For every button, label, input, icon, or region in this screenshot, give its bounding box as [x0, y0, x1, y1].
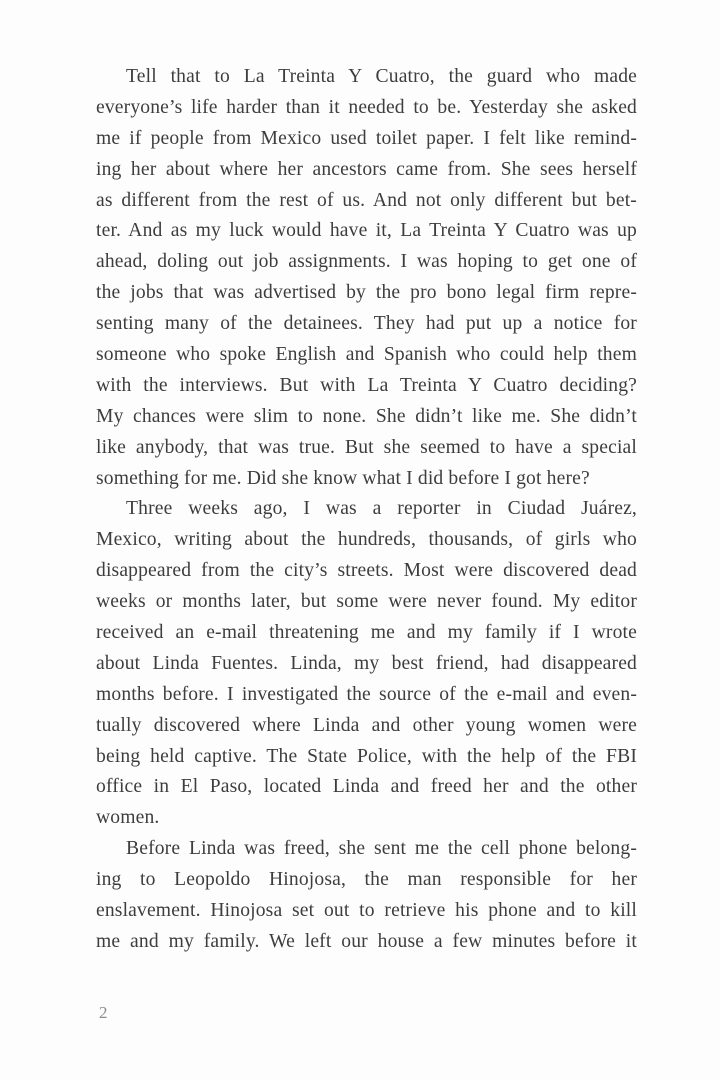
text-line: with the interviews. But with La Treinta Y Cuatro deciding? — [96, 374, 637, 396]
text-line: Mexico, writing about the hundreds, thousands, of girls who — [96, 529, 637, 551]
text-line: like anybody, that was true. But she seemed to have a special — [96, 436, 637, 458]
text-line: about Linda Fuentes. Linda, my best friend, had disappeared — [96, 652, 637, 674]
text-line: received an e-mail threatening me and my family if I wrote — [96, 622, 637, 644]
text-line: me if people from Mexico used toilet paper. I felt like remind- — [96, 127, 637, 149]
body-text-block — [96, 62, 637, 958]
text-line: being held captive. The State Police, with the help of the FBI — [96, 745, 637, 767]
text-line: as different from the rest of us. And not only different but bet- — [96, 189, 637, 211]
text-line: My chances were slim to none. She didn’t like me. She didn’t — [96, 405, 637, 427]
text-line: Three weeks ago, I was a reporter in Ciudad Juárez, — [126, 498, 637, 520]
text-line: someone who spoke English and Spanish who could help them — [96, 344, 637, 366]
text-line: ter. And as my luck would have it, La Treinta Y Cuatro was up — [96, 220, 637, 242]
text-line: weeks or months later, but some were never found. My editor — [96, 591, 637, 613]
text-line: ahead, doling out job assignments. I was hoping to get one of — [96, 251, 637, 273]
text-line: office in El Paso, located Linda and freed her and the other — [96, 776, 637, 798]
text-line: months before. I investigated the source of the e-mail and even- — [96, 683, 637, 705]
paragraph — [96, 834, 637, 958]
text-line: enslavement. Hinojosa set out to retrieve his phone and to kill — [96, 900, 637, 922]
text-line: me and my family. We left our house a few minutes before it — [96, 930, 637, 952]
text-line: tually discovered where Linda and other young women were — [96, 714, 637, 736]
paragraph — [96, 494, 637, 834]
text-line: Before Linda was freed, she sent me the cell phone belong- — [126, 838, 637, 860]
text-line: disappeared from the city’s streets. Most were discovered dead — [96, 560, 637, 582]
text-line: something for me. Did she know what I did before I got here? — [96, 467, 590, 489]
text-line: everyone’s life harder than it needed to be. Yesterday she asked — [96, 96, 637, 118]
text-line: ing her about where her ancestors came from. She sees herself — [96, 158, 637, 180]
text-line: women. — [96, 807, 160, 829]
paragraph — [96, 62, 637, 494]
text-line: senting many of the detainees. They had put up a notice for — [96, 313, 637, 335]
text-line: Tell that to La Treinta Y Cuatro, the guard who made — [126, 66, 637, 87]
text-line: ing to Leopoldo Hinojosa, the man responsible for her — [96, 869, 637, 891]
page-number: 2 — [99, 1003, 108, 1022]
text-line: the jobs that was advertised by the pro bono legal firm repre- — [96, 282, 637, 304]
